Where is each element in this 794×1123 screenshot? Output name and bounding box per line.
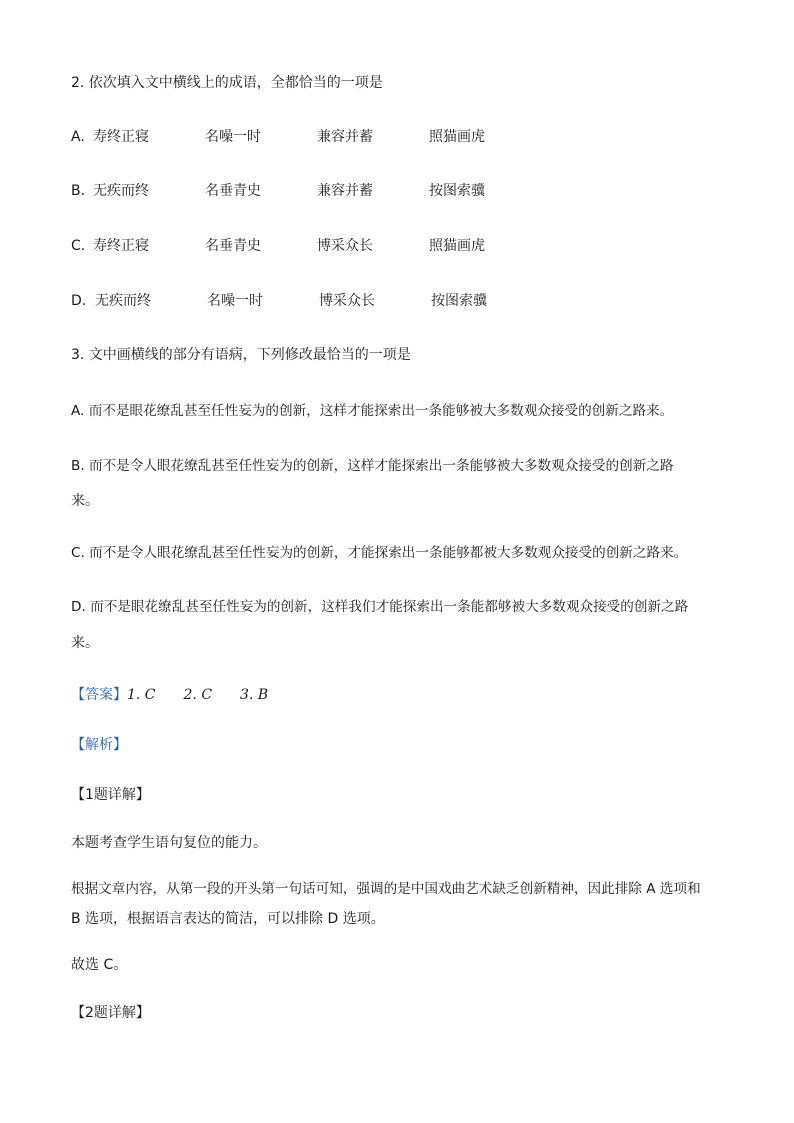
- option-item: 名垂青史: [205, 183, 261, 199]
- answer-line: [71, 685, 268, 705]
- option-item: 兼容并蓄: [317, 129, 373, 145]
- option-item: 寿终正寝: [93, 238, 149, 254]
- option-item: 名噪一时: [207, 293, 263, 309]
- option-item: 名噪一时: [205, 129, 261, 145]
- option-item: 按图索骥: [429, 183, 485, 199]
- q1-conclusion: 故选 C。: [71, 957, 128, 973]
- option-item: 按图索骥: [431, 293, 487, 309]
- q2-detail-heading: 【2题详解】: [71, 1005, 150, 1021]
- option-label: A.: [71, 129, 85, 145]
- q1-paragraph-2-cont: B 选项，根据语言表达的简洁，可以排除 D 选项。: [71, 911, 385, 927]
- option-label: B.: [71, 183, 86, 199]
- option-item: 无疾而终: [93, 183, 149, 199]
- q3-option-d: D. 而不是眼花缭乱甚至任性妄为的创新，这样我们才能探索出一条能都够被大多数观众接受的创新之路: [71, 599, 689, 615]
- answer-label: 【答案】: [71, 687, 127, 703]
- option-item: 名垂青史: [205, 238, 261, 254]
- option-label: C.: [71, 238, 86, 254]
- option-item: 照猫画虎: [429, 238, 485, 254]
- q2-stem: 2. 依次填入文中横线上的成语，全都恰当的一项是: [71, 75, 383, 91]
- option-item: 博采众长: [319, 293, 375, 309]
- q3-option-b: B. 而不是令人眼花缭乱甚至任性妄为的创新，这样才能探索出一条能够被大多数观众接受的创新之路: [71, 458, 674, 474]
- q3-option-a: A. 而不是眼花缭乱甚至任性妄为的创新，这样才能探索出一条能够被大多数观众接受的创新之路来。: [71, 403, 674, 419]
- analysis-label: 【解析】: [71, 737, 127, 753]
- option-item: 博采众长: [317, 238, 373, 254]
- q3-option-d-cont: 来。: [71, 635, 99, 651]
- option-item: 寿终正寝: [93, 129, 149, 145]
- q3-option-c: C. 而不是令人眼花缭乱甚至任性妄为的创新，才能探索出一条能够都被大多数观众接受的创新之路来。: [71, 545, 688, 561]
- option-label: D.: [71, 293, 87, 309]
- q1-paragraph-1: 本题考查学生语句复位的能力。: [71, 835, 267, 851]
- q3-option-b-cont: 来。: [71, 493, 99, 509]
- option-item: 兼容并蓄: [317, 183, 373, 199]
- q1-paragraph-2: 根据文章内容，从第一段的开头第一句话可知，强调的是中国戏曲艺术缺乏创新精神，因此排除 A 选项和: [71, 881, 701, 897]
- q1-detail-heading: 【1题详解】: [71, 787, 150, 803]
- option-item: 照猫画虎: [429, 129, 485, 145]
- answer-values: 1. C 2. C 3. B: [127, 687, 269, 703]
- option-item: 无疾而终: [95, 293, 151, 309]
- q3-stem: 3. 文中画横线的部分有语病，下列修改最恰当的一项是: [71, 347, 411, 363]
